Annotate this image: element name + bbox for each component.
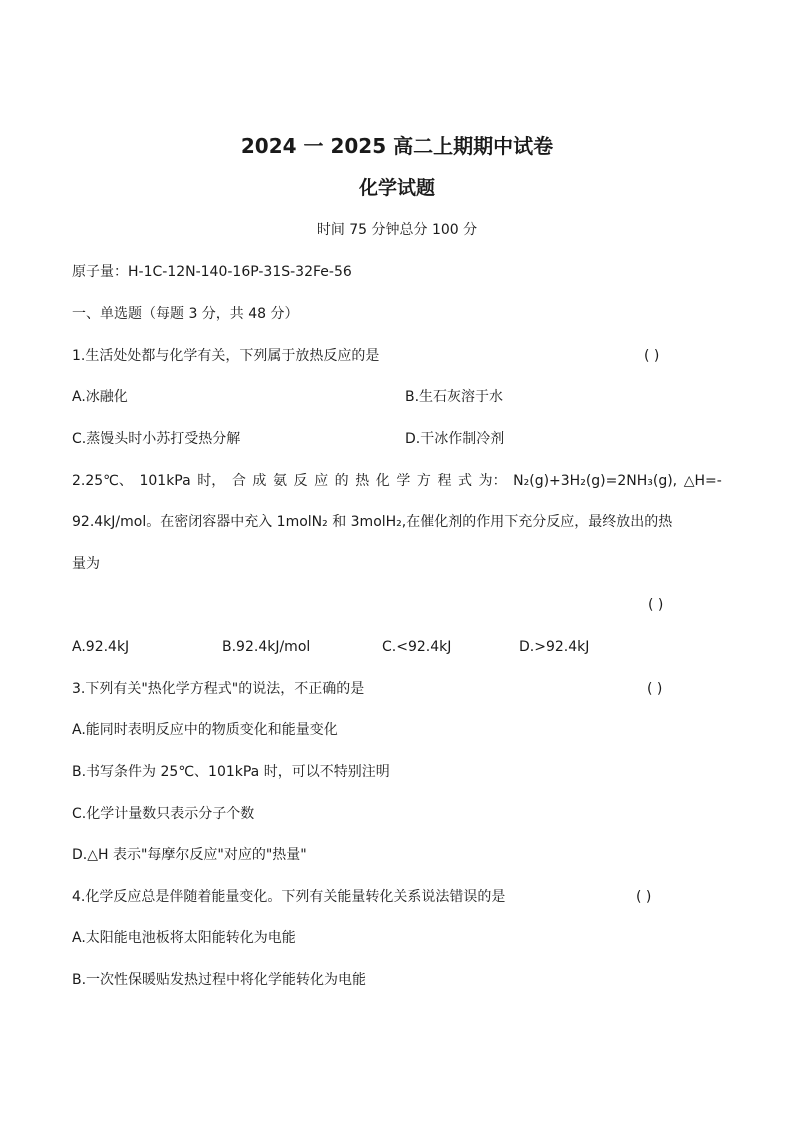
question-3-stem: 3.下列有关"热化学方程式"的说法，不正确的是 (72, 681, 365, 697)
q2-part: N₂(g)+3H₂(g)=2NH₃(g), (513, 473, 678, 489)
question-2-answer-paren: ( ) (648, 597, 664, 613)
q2-part: 的 (334, 473, 349, 489)
question-3-option-c: C.化学计量数只表示分子个数 (72, 806, 255, 822)
q2-part: 时， (197, 473, 226, 489)
section-heading: 一、单选题（每题 3 分，共 48 分） (72, 306, 299, 322)
question-2-stem-line-1 (72, 472, 722, 490)
q2-part: 2.25℃、 (72, 473, 133, 489)
q2-part: 101kPa (139, 473, 191, 489)
question-1-option-b: B.生石灰溶于水 (405, 389, 504, 405)
q2-part: 热 (355, 473, 370, 489)
question-3-answer-paren: ( ) (647, 681, 663, 697)
question-4-option-a: A.太阳能电池板将太阳能转化为电能 (72, 930, 296, 946)
question-1-option-c: C.蒸馒头时小苏打受热分解 (72, 431, 241, 447)
q2-part: 合 (231, 473, 246, 489)
question-1-option-a: A.冰融化 (72, 389, 128, 405)
question-2-option-c: C.<92.4kJ (382, 639, 452, 655)
q2-part: 反 (293, 473, 308, 489)
question-4-stem: 4.化学反应总是伴随着能量变化。下列有关能量转化关系说法错误的是 (72, 889, 506, 905)
q2-part: 氨 (272, 473, 287, 489)
subject-title: 化学试题 (358, 177, 435, 199)
question-3-option-d: D.△H 表示"每摩尔反应"对应的"热量" (72, 847, 307, 863)
question-1-option-d: D.干冰作制冷剂 (405, 431, 505, 447)
question-1-answer-paren: ( ) (644, 348, 660, 364)
q2-part: 成 (252, 473, 267, 489)
exam-info: 时间 75 分钟总分 100 分 (316, 222, 478, 238)
q2-part: 方 (416, 473, 431, 489)
exam-title: 2024 一 2025 高二上期期中试卷 (240, 134, 554, 158)
q2-part: △H=- (683, 473, 722, 489)
q2-part: 应 (314, 473, 329, 489)
question-2-stem-line-3: 量为 (72, 556, 100, 572)
question-2-option-a: A.92.4kJ (72, 639, 130, 655)
question-2-option-b: B.92.4kJ/mol (222, 639, 311, 655)
q2-part: 式 (458, 473, 473, 489)
question-3-option-b: B.书写条件为 25℃、101kPa 时，可以不特别注明 (72, 764, 390, 780)
question-1-stem: 1.生活处处都与化学有关，下列属于放热反应的是 (72, 348, 380, 364)
q2-part: 程 (437, 473, 452, 489)
question-3-option-a: A.能同时表明反应中的物质变化和能量变化 (72, 722, 338, 738)
question-2-stem-line-2: 92.4kJ/mol。在密闭容器中充入 1molN₂ 和 3molH₂,在催化剂的作用下充分反应，最终放出的热 (72, 514, 673, 530)
question-2-option-d: D.>92.4kJ (519, 639, 590, 655)
q2-part: 学 (396, 473, 411, 489)
question-4-option-b: B.一次性保暖贴发热过程中将化学能转化为电能 (72, 972, 367, 988)
q2-part: 为： (478, 473, 507, 489)
q2-part: 化 (375, 473, 390, 489)
question-4-answer-paren: ( ) (636, 889, 652, 905)
atomic-mass: 原子量：H-1C-12N-140-16P-31S-32Fe-56 (72, 264, 352, 280)
